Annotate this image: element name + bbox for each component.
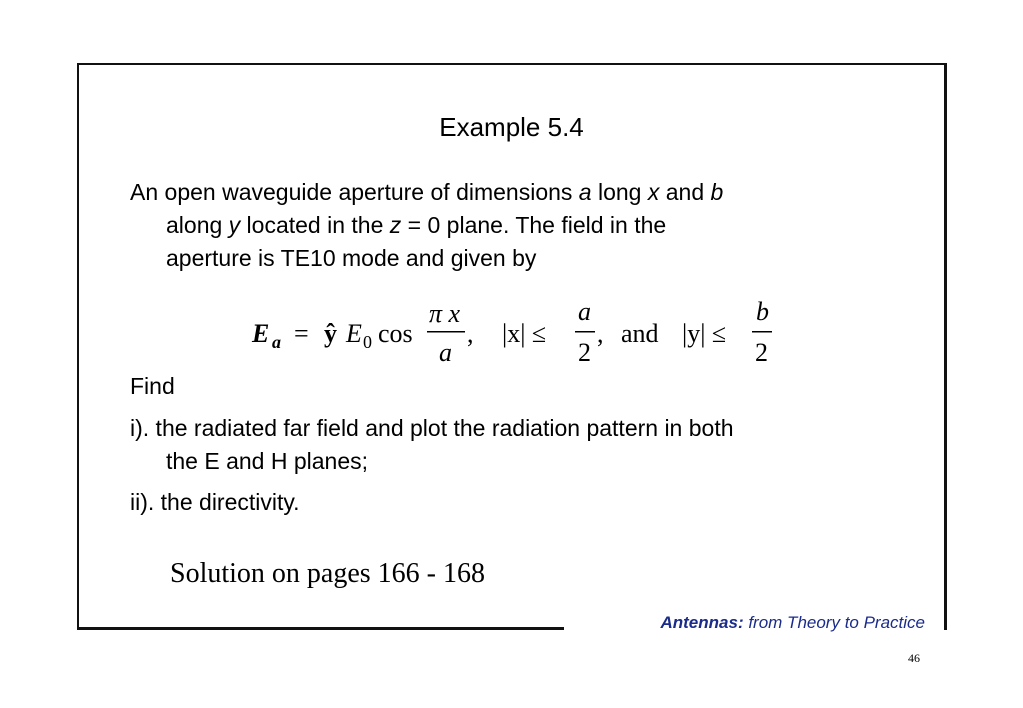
para-text-3: and — [659, 179, 711, 205]
frame-bottom-border — [77, 627, 564, 630]
task-item-1-line-2: the E and H planes; — [166, 448, 369, 474]
frame-left-border — [77, 63, 79, 630]
eq-frac1-den: a — [439, 338, 452, 367]
page-number: 46 — [908, 651, 920, 665]
task-item-1 — [130, 412, 910, 478]
field-equation — [252, 298, 792, 366]
eq-yhat: ŷ — [324, 319, 337, 348]
para-text-6: = 0 plane. The field in the — [401, 212, 667, 238]
eq-lhs-sub: a — [272, 332, 281, 352]
eq-comma2: , — [597, 319, 604, 348]
eq-abs-x: |x| ≤ — [502, 319, 547, 348]
eq-frac2-num: a — [578, 297, 591, 326]
task-item-2: ii). the directivity. — [130, 489, 300, 515]
frame-top-border — [77, 63, 947, 65]
eq-frac3-bar — [752, 331, 772, 333]
task-item-1-line-1: i). the radiated far field and plot the radiation pattern in both — [130, 415, 734, 441]
eq-and: and — [621, 319, 659, 348]
eq-frac2-den: 2 — [578, 338, 591, 367]
footer-bold: Antennas: — [660, 613, 744, 632]
equation-svg — [252, 298, 792, 366]
para-text-4: along — [166, 212, 229, 238]
para-line-3: aperture is TE10 mode and given by — [166, 245, 537, 271]
var-a: a — [578, 179, 592, 205]
eq-e0-sub: 0 — [363, 332, 372, 352]
find-heading: Find — [130, 373, 175, 399]
eq-frac2-bar — [575, 331, 595, 333]
eq-cos: cos — [378, 319, 413, 348]
footer-book-title — [660, 613, 925, 633]
eq-abs-y: |y| ≤ — [682, 319, 727, 348]
var-b: b — [710, 179, 724, 205]
para-line-2 — [130, 209, 910, 242]
eq-e0: E — [346, 319, 362, 348]
frame-right-border — [944, 63, 947, 630]
para-text-5: located in the — [240, 212, 390, 238]
para-text-1: An open waveguide aperture of dimensions — [130, 179, 579, 205]
eq-equals: = — [294, 319, 309, 348]
problem-paragraph — [130, 176, 910, 275]
eq-comma1: , — [467, 319, 474, 348]
var-z: z — [389, 212, 402, 238]
eq-frac1-num: π x — [429, 299, 461, 328]
slide-title: Example 5.4 — [439, 112, 584, 142]
var-y: y — [228, 212, 241, 238]
footer-rest: from Theory to Practice — [743, 613, 925, 632]
eq-lhs: E — [252, 319, 270, 348]
para-text-2: long — [591, 179, 648, 205]
solution-reference: Solution on pages 166 - 168 — [170, 558, 485, 589]
eq-frac1-bar — [427, 331, 465, 333]
var-x: x — [647, 179, 660, 205]
eq-frac3-num: b — [756, 297, 769, 326]
eq-frac3-den: 2 — [755, 338, 768, 367]
